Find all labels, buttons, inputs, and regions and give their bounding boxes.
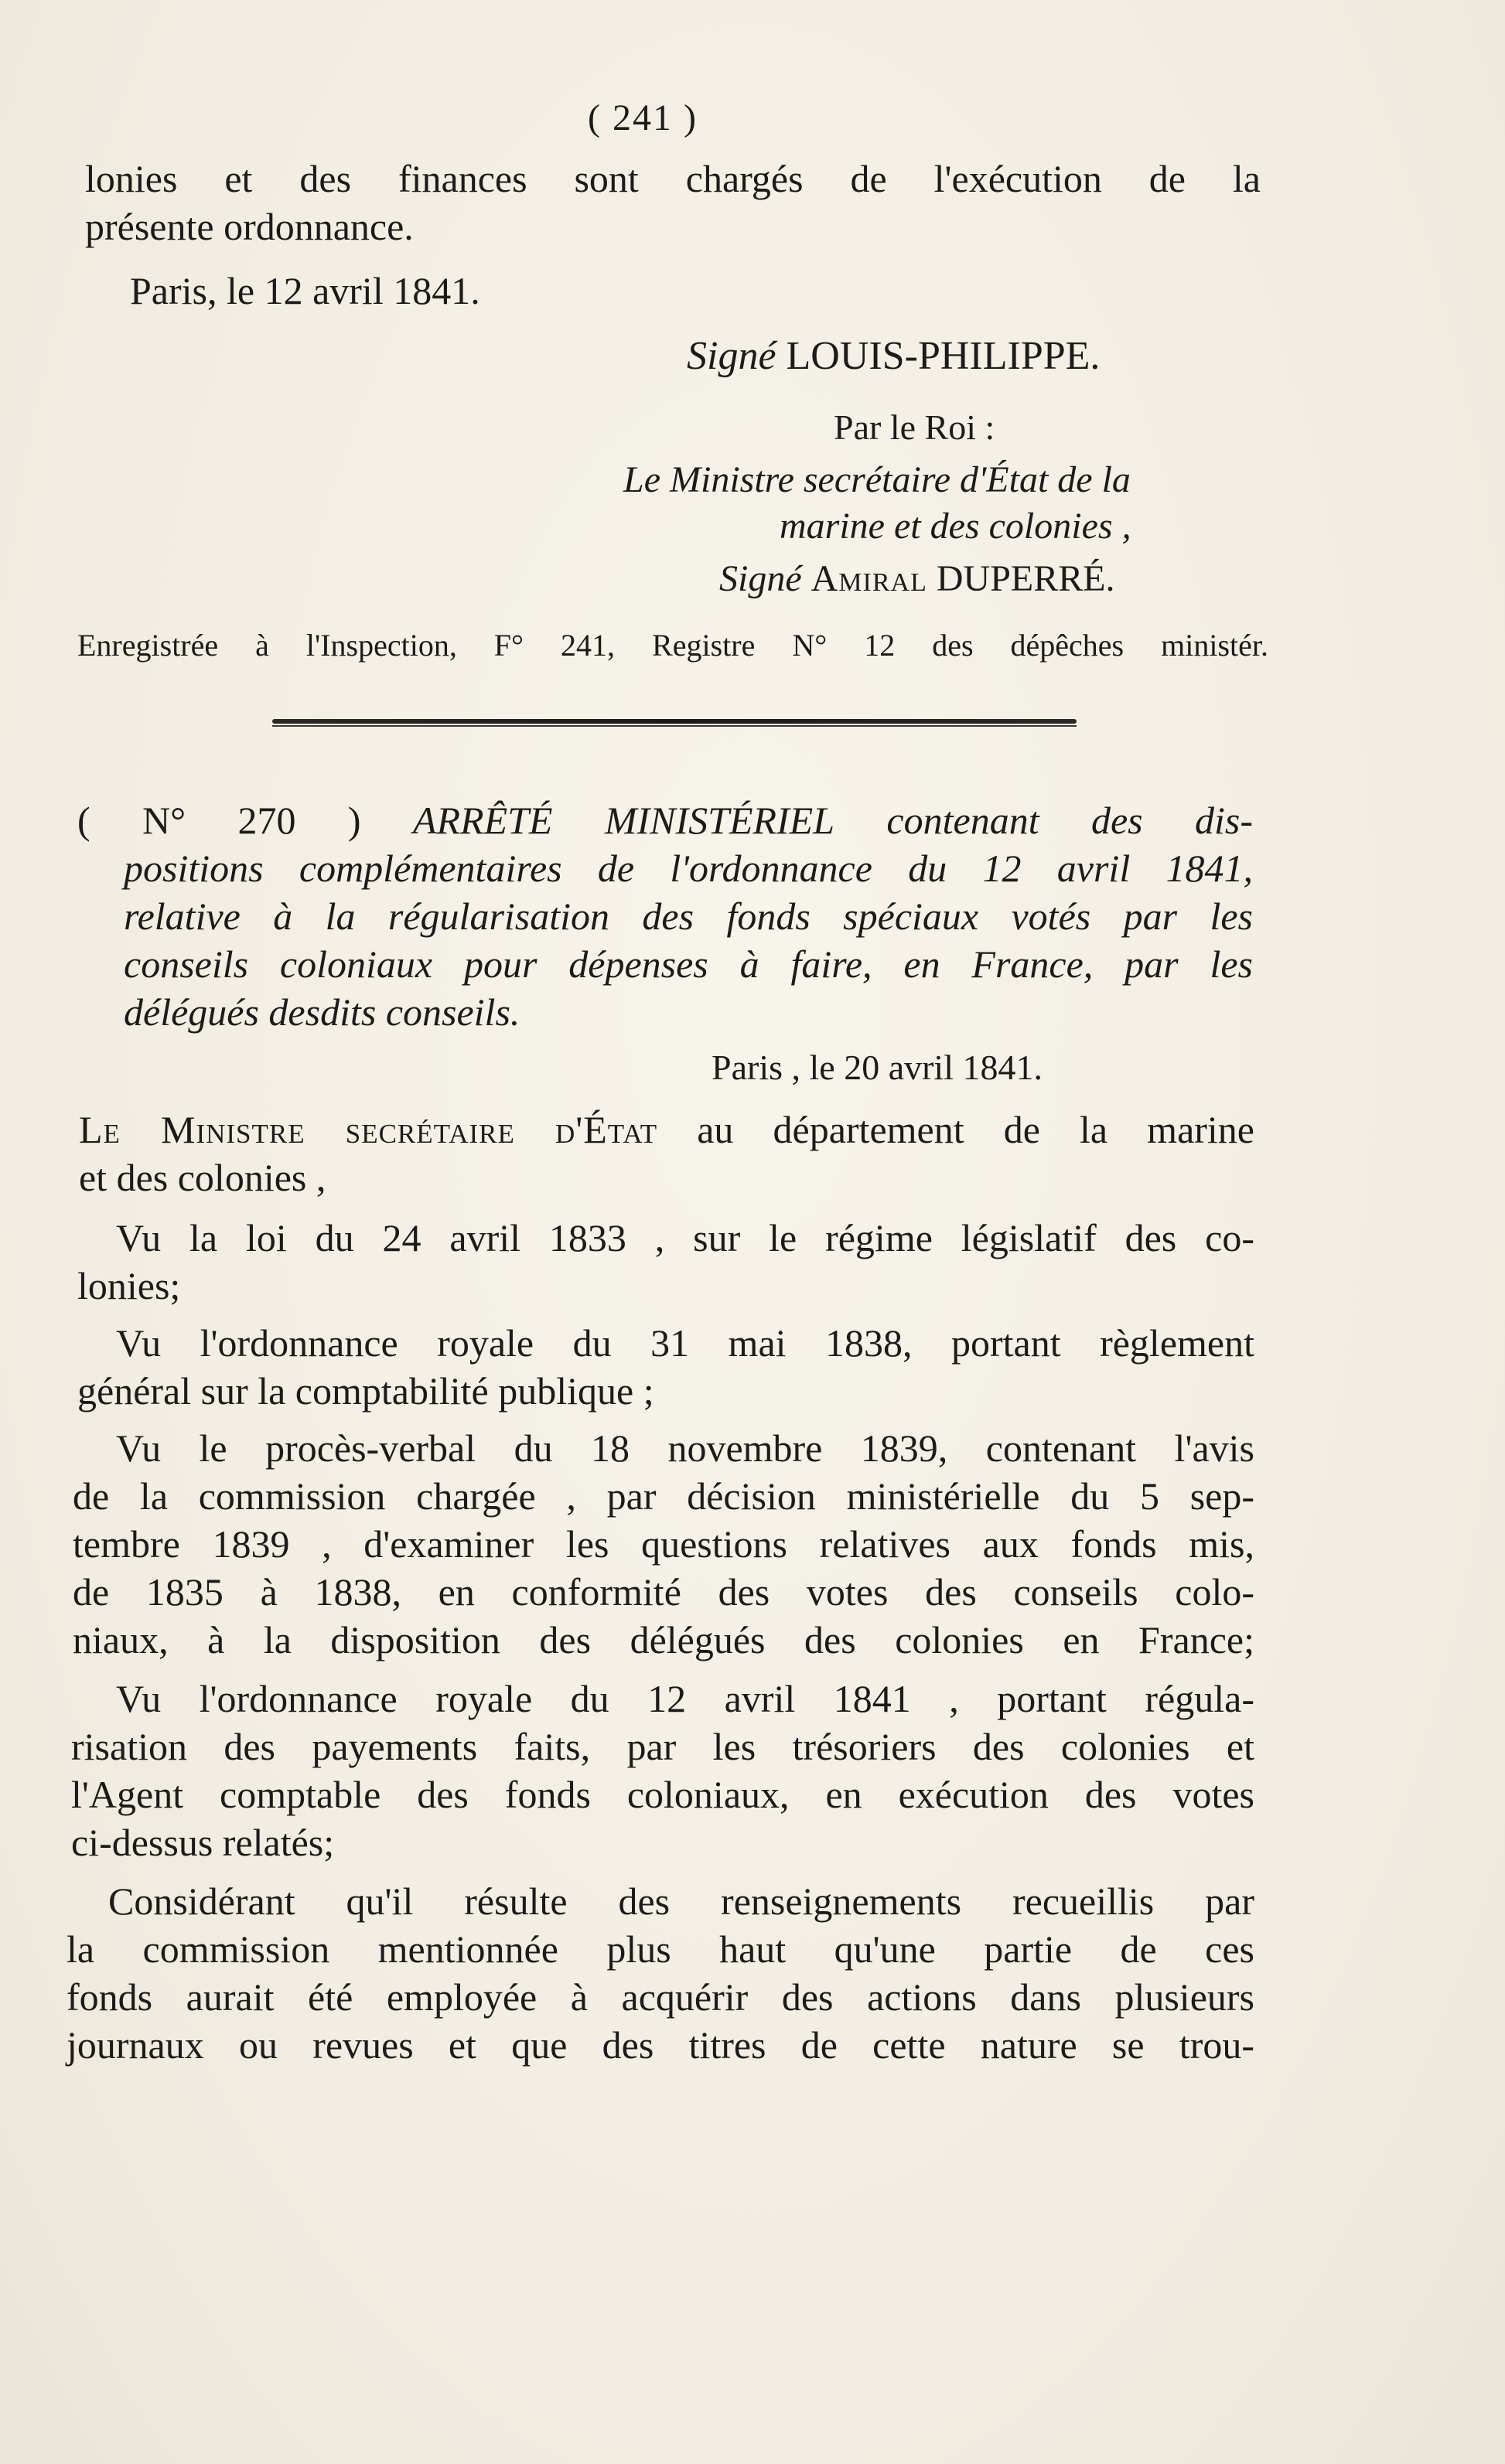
minister-prefix: Le Ministre secrétaire d'État (79, 1108, 658, 1151)
text-line: l'Agent comptable des fonds coloniaux, en exécution des votes (71, 1773, 1254, 1816)
text-line: Vu la loi du 24 avril 1833 , sur le régime législatif des co- (116, 1216, 1254, 1259)
signe-label: Signé (719, 558, 802, 599)
text-line: la commission mentionnée plus haut qu'une partie de ces (67, 1927, 1254, 1971)
text-line: présente ordonnance. (85, 205, 414, 248)
text-line: Vu l'ordonnance royale du 31 mai 1838, portant règlement (116, 1321, 1254, 1365)
text-line: et des colonies , (79, 1156, 326, 1199)
text-line: Vu l'ordonnance royale du 12 avril 1841 , portant régula- (116, 1677, 1254, 1720)
text-line: risation des payements faits, par les trésoriers des colonies et (71, 1725, 1254, 1768)
arrete-desc: relative à la régularisation des fonds spéciaux votés par les (124, 895, 1253, 938)
king-name: LOUIS-PHILIPPE. (786, 334, 1101, 378)
text-line: de 1835 à 1838, en conformité des votes des conseils colo- (73, 1570, 1254, 1614)
section-divider (272, 719, 1077, 724)
registration-note: Enregistrée à l'Inspection, F° 241, Registre N° 12 des dépêches ministér. (77, 628, 1268, 663)
par-le-roi: Par le Roi : (834, 407, 995, 447)
text-line: lonies; (77, 1264, 181, 1307)
arrete-desc: contenant des dis- (886, 799, 1254, 842)
admiral-name: DUPERRÉ. (936, 558, 1115, 599)
arrete-date: Paris , le 20 avril 1841. (712, 1048, 1043, 1087)
text-line: fonds aurait été employée à acquérir des actions dans plusieurs (67, 1975, 1254, 2019)
text-line: ci-dessus relatés; (71, 1821, 335, 1864)
signature-line (687, 332, 1100, 380)
signe-label: Signé (687, 334, 776, 378)
text-line: journaux ou revues et que des titres de cette nature se trou- (67, 2023, 1254, 2067)
arrete-desc: positions complémentaires de l'ordonnance du 12 avril 1841, (124, 847, 1253, 890)
text-span: au département de la marine (697, 1108, 1254, 1151)
arrete-number: ( N° 270 ) (77, 799, 361, 842)
arrete-desc: conseils coloniaux pour dépenses à faire, en France, par les (124, 942, 1253, 986)
admiral-signature (719, 555, 1115, 603)
date-place: Paris, le 12 avril 1841. (130, 269, 480, 312)
text-line: de la commission chargée , par décision ministérielle du 5 sep- (73, 1474, 1254, 1518)
section-divider-thin (272, 725, 1077, 727)
text-line: lonies et des finances sont chargés de l'exécution de la (85, 157, 1261, 200)
text-line: niaux, à la disposition des délégués des colonies en France; (73, 1618, 1254, 1661)
text-line: Vu le procès-verbal du 18 novembre 1839, contenant l'avis (116, 1426, 1254, 1470)
minister-title: marine et des colonies , (780, 506, 1131, 547)
arrete-desc: délégués desdits conseils. (124, 990, 520, 1034)
minister-title: Le Ministre secrétaire d'État de la (623, 459, 1131, 500)
text-line: Considérant qu'il résulte des renseignements recueillis par (108, 1880, 1254, 1923)
text-line: général sur la comptabilité publique ; (77, 1369, 654, 1413)
text-line: tembre 1839 , d'examiner les questions relatives aux fonds mis, (73, 1522, 1254, 1566)
arrete-heading (77, 796, 1253, 844)
page-number: ( 241 ) (588, 97, 698, 138)
text-line (79, 1106, 1254, 1154)
arrete-title: ARRÊTÉ MINISTÉRIEL (412, 799, 835, 842)
admiral-title: Amiral (811, 558, 927, 599)
